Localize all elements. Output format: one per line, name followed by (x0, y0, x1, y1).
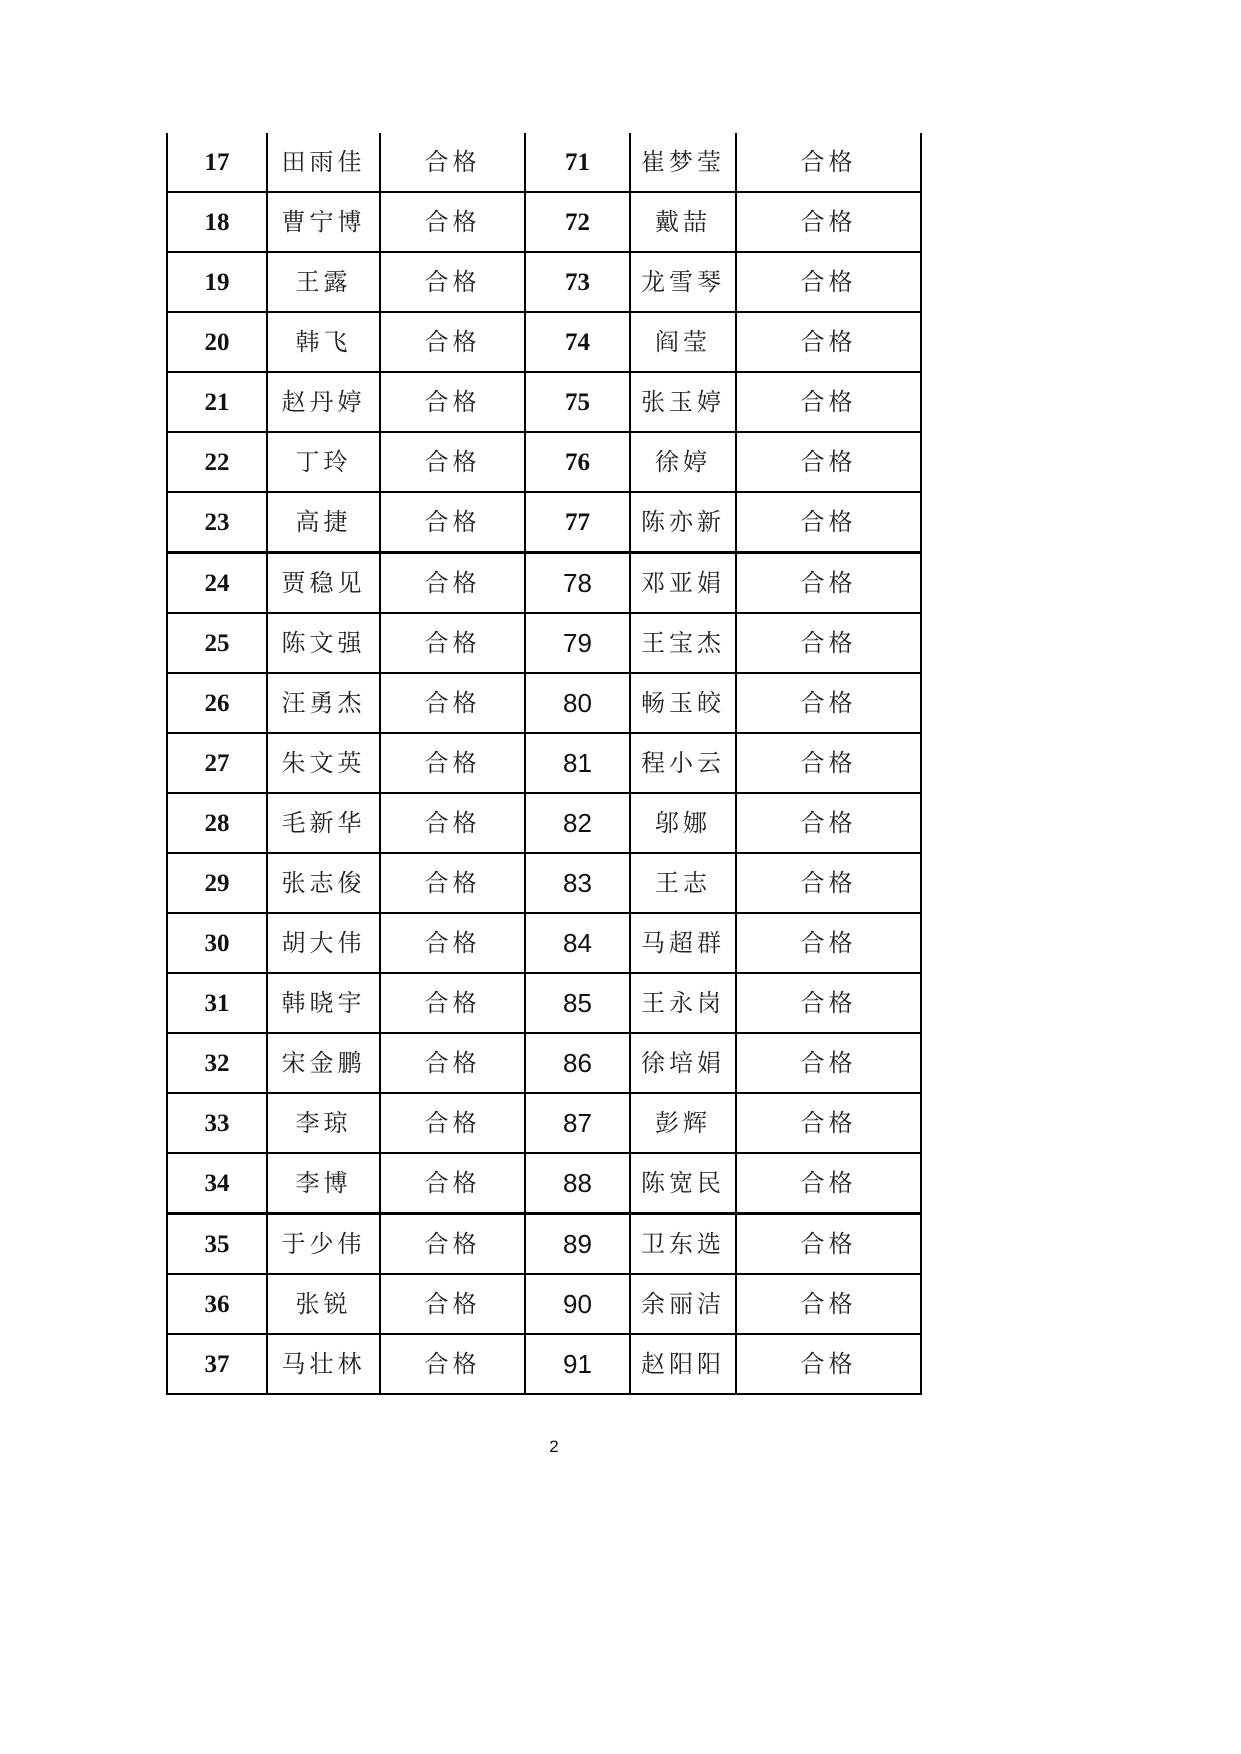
row-number-right: 76 (525, 432, 630, 492)
result-status-right: 合格 (736, 312, 921, 372)
result-status-left: 合格 (380, 1334, 525, 1394)
person-name-left: 宋金鹏 (267, 1033, 380, 1093)
row-number-right: 80 (525, 673, 630, 733)
row-number-right: 88 (525, 1153, 630, 1214)
person-name-right: 余丽洁 (630, 1274, 736, 1334)
result-status-right: 合格 (736, 1033, 921, 1093)
result-status-left: 合格 (380, 853, 525, 913)
row-number-right: 77 (525, 492, 630, 553)
result-status-left: 合格 (380, 372, 525, 432)
result-status-left: 合格 (380, 673, 525, 733)
person-name-right: 王永岗 (630, 973, 736, 1033)
result-status-right: 合格 (736, 613, 921, 673)
person-name-left: 田雨佳 (267, 133, 380, 192)
result-status-right: 合格 (736, 1214, 921, 1275)
row-number-left: 37 (167, 1334, 267, 1394)
results-table-body (167, 133, 921, 1394)
result-status-right: 合格 (736, 1274, 921, 1334)
row-number-right: 81 (525, 733, 630, 793)
row-number-right: 78 (525, 553, 630, 614)
row-number-left: 20 (167, 312, 267, 372)
result-status-right: 合格 (736, 673, 921, 733)
result-status-left: 合格 (380, 432, 525, 492)
result-status-right: 合格 (736, 1153, 921, 1214)
row-number-right: 85 (525, 973, 630, 1033)
result-status-right: 合格 (736, 1093, 921, 1153)
table-row (167, 1093, 921, 1153)
result-status-left: 合格 (380, 252, 525, 312)
person-name-right: 徐婷 (630, 432, 736, 492)
person-name-right: 王志 (630, 853, 736, 913)
result-status-right: 合格 (736, 973, 921, 1033)
person-name-right: 王宝杰 (630, 613, 736, 673)
result-status-right: 合格 (736, 252, 921, 312)
person-name-left: 李琼 (267, 1093, 380, 1153)
row-number-left: 29 (167, 853, 267, 913)
row-number-right: 79 (525, 613, 630, 673)
person-name-right: 邬娜 (630, 793, 736, 853)
row-number-right: 87 (525, 1093, 630, 1153)
row-number-left: 30 (167, 913, 267, 973)
person-name-left: 于少伟 (267, 1214, 380, 1275)
result-status-right: 合格 (736, 553, 921, 614)
row-number-right: 73 (525, 252, 630, 312)
result-status-left: 合格 (380, 1214, 525, 1275)
table-row (167, 613, 921, 673)
table-row (167, 133, 921, 192)
person-name-right: 阎莹 (630, 312, 736, 372)
row-number-right: 83 (525, 853, 630, 913)
row-number-left: 19 (167, 252, 267, 312)
result-status-right: 合格 (736, 853, 921, 913)
table-row (167, 1274, 921, 1334)
person-name-left: 马壮林 (267, 1334, 380, 1394)
result-status-left: 合格 (380, 492, 525, 553)
table-row (167, 853, 921, 913)
row-number-left: 31 (167, 973, 267, 1033)
row-number-left: 24 (167, 553, 267, 614)
result-status-right: 合格 (736, 372, 921, 432)
page-number: 2 (549, 1437, 559, 1456)
row-number-right: 84 (525, 913, 630, 973)
row-number-left: 17 (167, 133, 267, 192)
person-name-right: 陈宽民 (630, 1153, 736, 1214)
row-number-left: 33 (167, 1093, 267, 1153)
row-number-left: 23 (167, 492, 267, 553)
person-name-right: 徐培娟 (630, 1033, 736, 1093)
table-row (167, 492, 921, 553)
person-name-left: 胡大伟 (267, 913, 380, 973)
person-name-left: 陈文强 (267, 613, 380, 673)
person-name-left: 毛新华 (267, 793, 380, 853)
result-status-right: 合格 (736, 492, 921, 553)
person-name-right: 程小云 (630, 733, 736, 793)
person-name-right: 邓亚娟 (630, 553, 736, 614)
row-number-right: 90 (525, 1274, 630, 1334)
table-row (167, 673, 921, 733)
person-name-left: 韩晓宇 (267, 973, 380, 1033)
row-number-left: 18 (167, 192, 267, 252)
table-row (167, 192, 921, 252)
person-name-right: 彭辉 (630, 1093, 736, 1153)
result-status-right: 合格 (736, 733, 921, 793)
result-status-right: 合格 (736, 133, 921, 192)
result-status-right: 合格 (736, 1334, 921, 1394)
table-row (167, 973, 921, 1033)
result-status-left: 合格 (380, 1033, 525, 1093)
row-number-left: 25 (167, 613, 267, 673)
person-name-left: 李博 (267, 1153, 380, 1214)
row-number-left: 28 (167, 793, 267, 853)
result-status-left: 合格 (380, 553, 525, 614)
person-name-right: 赵阳阳 (630, 1334, 736, 1394)
result-status-left: 合格 (380, 192, 525, 252)
person-name-right: 卫东选 (630, 1214, 736, 1275)
person-name-left: 曹宁博 (267, 192, 380, 252)
result-status-left: 合格 (380, 1153, 525, 1214)
table-row (167, 372, 921, 432)
person-name-right: 戴喆 (630, 192, 736, 252)
row-number-left: 26 (167, 673, 267, 733)
row-number-right: 74 (525, 312, 630, 372)
result-status-left: 合格 (380, 312, 525, 372)
table-row (167, 1214, 921, 1275)
results-table (166, 133, 922, 1395)
person-name-left: 丁玲 (267, 432, 380, 492)
person-name-left: 高捷 (267, 492, 380, 553)
row-number-right: 82 (525, 793, 630, 853)
row-number-right: 75 (525, 372, 630, 432)
row-number-right: 71 (525, 133, 630, 192)
person-name-left: 韩飞 (267, 312, 380, 372)
result-status-left: 合格 (380, 973, 525, 1033)
person-name-right: 崔梦莹 (630, 133, 736, 192)
person-name-left: 赵丹婷 (267, 372, 380, 432)
table-row (167, 252, 921, 312)
row-number-right: 86 (525, 1033, 630, 1093)
row-number-left: 32 (167, 1033, 267, 1093)
result-status-left: 合格 (380, 133, 525, 192)
row-number-right: 91 (525, 1334, 630, 1394)
result-status-left: 合格 (380, 1274, 525, 1334)
result-status-right: 合格 (736, 793, 921, 853)
person-name-left: 朱文英 (267, 733, 380, 793)
person-name-left: 贾稳见 (267, 553, 380, 614)
row-number-right: 72 (525, 192, 630, 252)
row-number-right: 89 (525, 1214, 630, 1275)
person-name-right: 陈亦新 (630, 492, 736, 553)
row-number-left: 34 (167, 1153, 267, 1214)
person-name-right: 龙雪琴 (630, 252, 736, 312)
table-row (167, 733, 921, 793)
table-row (167, 1153, 921, 1214)
row-number-left: 27 (167, 733, 267, 793)
row-number-left: 22 (167, 432, 267, 492)
row-number-left: 36 (167, 1274, 267, 1334)
table-row (167, 432, 921, 492)
row-number-left: 21 (167, 372, 267, 432)
table-row (167, 913, 921, 973)
result-status-right: 合格 (736, 432, 921, 492)
result-status-left: 合格 (380, 793, 525, 853)
person-name-left: 汪勇杰 (267, 673, 380, 733)
result-status-left: 合格 (380, 913, 525, 973)
person-name-right: 畅玉皎 (630, 673, 736, 733)
result-status-left: 合格 (380, 613, 525, 673)
person-name-left: 张志俊 (267, 853, 380, 913)
result-status-right: 合格 (736, 192, 921, 252)
result-status-left: 合格 (380, 1093, 525, 1153)
person-name-right: 张玉婷 (630, 372, 736, 432)
table-row (167, 553, 921, 614)
table-row (167, 312, 921, 372)
result-status-right: 合格 (736, 913, 921, 973)
person-name-right: 马超群 (630, 913, 736, 973)
person-name-left: 张锐 (267, 1274, 380, 1334)
result-status-left: 合格 (380, 733, 525, 793)
table-row (167, 1033, 921, 1093)
table-row (167, 1334, 921, 1394)
row-number-left: 35 (167, 1214, 267, 1275)
table-row (167, 793, 921, 853)
person-name-left: 王露 (267, 252, 380, 312)
